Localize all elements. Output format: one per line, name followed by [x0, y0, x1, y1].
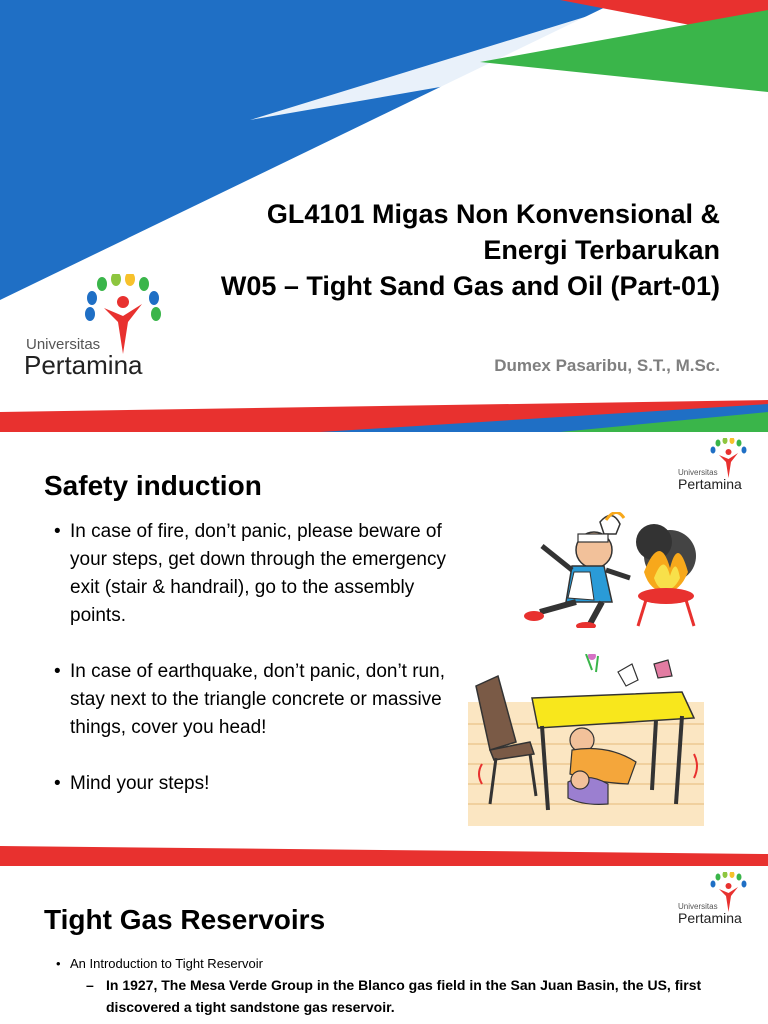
earthquake-under-table-cartoon: [468, 654, 704, 826]
bullet-steps: • Mind your steps!: [54, 770, 474, 798]
bullet-intro: • An Introduction to Tight Reservoir: [56, 954, 746, 974]
slide-heading: Safety induction: [44, 470, 262, 501]
logo-text-pertamina: Pertamina: [678, 476, 742, 492]
title-line-2: Energi Terbarukan: [483, 235, 720, 265]
title-line-3: W05 – Tight Sand Gas and Oil (Part-01): [220, 271, 720, 301]
sub-bullet-history: – In 1927, The Mesa Verde Group in the Blanco gas field in the San Juan Basin, the US, first discovered a tight sandstone gas reservoir.: [56, 974, 746, 1018]
title-slide: [0, 0, 768, 432]
logo-text-pertamina: Pertamina: [678, 910, 742, 926]
safety-induction-slide: [0, 432, 768, 866]
title-line-1: GL4101 Migas Non Konvensional &: [266, 199, 720, 229]
slide-title: [200, 196, 720, 304]
tight-gas-reservoirs-slide: [0, 866, 768, 1024]
safety-bullet-list: [54, 518, 474, 826]
reservoir-bullet-list: [56, 954, 746, 1018]
slide-heading: Tight Gas Reservoirs: [44, 904, 326, 935]
logo-text-pertamina: Pertamina: [24, 350, 143, 380]
logo-text-universitas: Universitas: [678, 468, 718, 477]
slide-divider-band: [0, 846, 768, 868]
author-name: Dumex Pasaribu, S.T., M.Sc.: [494, 356, 720, 375]
bullet-fire: • In case of fire, don’t panic, please beware of your steps, get down through the emergency exit (stair & handrail), go to the assembly points.: [54, 518, 474, 630]
bullet-earthquake: • In case of earthquake, don’t panic, don’t run, stay next to the triangle concrete or massive things, cover you head!: [54, 658, 474, 742]
logo-text-universitas: Universitas: [678, 902, 718, 911]
universitas-pertamina-logo: [22, 274, 162, 384]
logo-text-universitas: Universitas: [26, 336, 101, 353]
fire-panic-cartoon: [520, 512, 700, 628]
universitas-pertamina-logo-small: [678, 872, 758, 932]
universitas-pertamina-logo-small: [678, 438, 758, 498]
